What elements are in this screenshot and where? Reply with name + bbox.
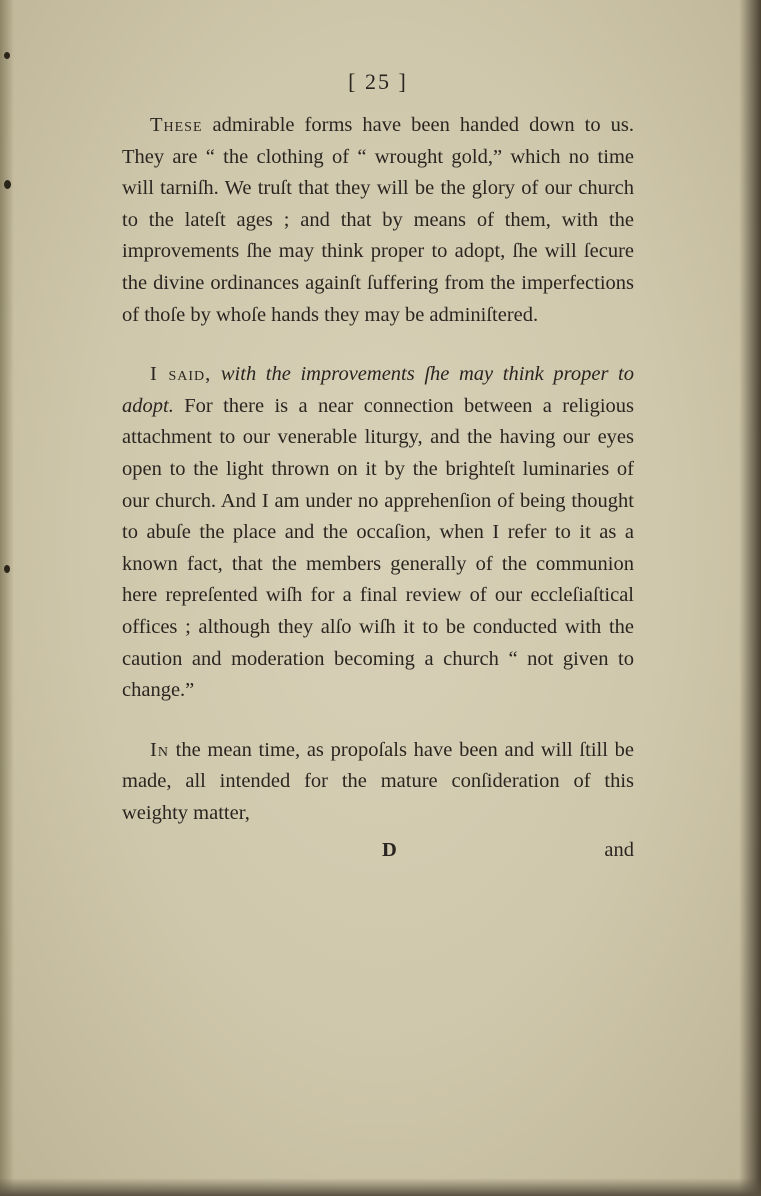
page-footer [122, 835, 634, 869]
ink-speck [4, 180, 11, 189]
paragraph-1 [122, 110, 634, 331]
paragraph-italic: with the improvements ſhe may think proper to adopt. [122, 363, 635, 417]
page-number: [ 25 ] [348, 69, 408, 94]
paragraph-2 [122, 359, 634, 707]
paragraph-text: For there is a near connection between a religious attachment to our venerable liturgy, and the having our eyes open to the light thrown on it by the brighteſt luminaries of our church. And I am under no apprehenſion of being thought to abuſe the place and the occaſion, when I refer to it as a known fact, that the members generally of the communion here repreſented wiſh for a final review of our eccleſiaſtical offices ; although they alſo wiſh it to be conducted with the caution and moderation becoming a church “ not given to change.” [122, 394, 634, 702]
ink-speck [4, 52, 10, 59]
paragraph-text: the mean time, as propoſals have been and will ſtill be made, all intended for the mature conſideration of this weighty matter, [122, 738, 634, 824]
signature-mark: D [382, 839, 397, 862]
paragraph-lead: I said, [150, 363, 212, 386]
catchword: and [604, 839, 634, 862]
paragraph-text: admirable forms have been handed down to us. They are “ the clothing of “ wrought gold,” which no time will tarniſh. We truſt that they will be the glory of our church to the lateſt ages ; and that by means of them, with the improvements ſhe may think proper to adopt, ſhe will ſecure the divine ordinances againſt ſuffering from the imperfections of thoſe by whoſe hands they may be adminiſtered. [122, 114, 634, 326]
text-block [122, 60, 634, 869]
paragraph-lead: In [150, 738, 169, 761]
paragraph-3 [122, 735, 634, 830]
ink-speck [4, 565, 10, 573]
paragraph-lead: These [150, 114, 203, 136]
page-edge-right [739, 0, 761, 1196]
page-edge-bottom [0, 1178, 761, 1196]
